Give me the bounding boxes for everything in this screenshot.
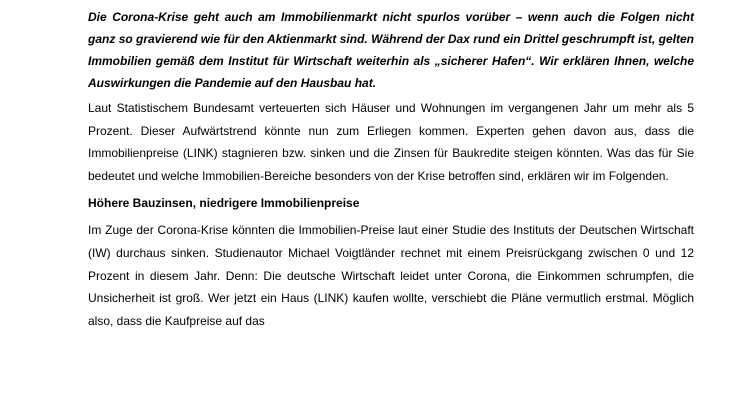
section-heading: Höhere Bauzinsen, niedrigere Immobilienpreise — [88, 196, 360, 211]
article-paragraph-1: Laut Statistischem Bundesamt verteuerten sich Häuser und Wohnungen im vergangenen Jahr um mehr als 5 Prozent. Dieser Aufwärtstrend könnte nun zum Erliegen kommen. Experten gehen davon aus, dass die Immobilienpreise (LINK) stagnieren bzw. sinken und die Zinsen für Baukredite steigen könnten. Was das für Sie bedeutet und welche Immobilien-Bereiche besonders von der Krise betroffen sind, erklären wir im Folgenden. — [88, 101, 694, 183]
article-paragraph-2: Im Zuge der Corona-Krise könnten die Immobilien-Preise laut einer Studie des Instituts der Deutschen Wirtschaft (IW) durchaus sinken. Studienautor Michael Voigtländer rechnet mit einem Preisrückgang zwischen 0 und 12 Prozent in diesem Jahr. Denn: Die deutsche Wirtschaft leidet unter Corona, die Einkommen schrumpfen, die Unsicherheit ist groß. Wer jetzt ein Haus (LINK) kaufen wollte, verschiebt die Pläne vermutlich erstmal. Möglich also, dass die Kaufpreise auf das — [88, 223, 694, 328]
article-lead: Die Corona-Krise geht auch am Immobilienmarkt nicht spurlos vorüber – wenn auch die Folgen nicht ganz so gravierend wie für den Aktienmarkt sind. Während der Dax rund ein Drittel geschrumpft ist, gelten Immobilien gemäß dem Institut für Wirtschaft weiterhin als „sicherer Hafen“. Wir erklären Ihnen, welche Auswirkungen die Pandemie auf den Hausbau hat. — [88, 10, 694, 90]
document-page — [88, 6, 694, 337]
